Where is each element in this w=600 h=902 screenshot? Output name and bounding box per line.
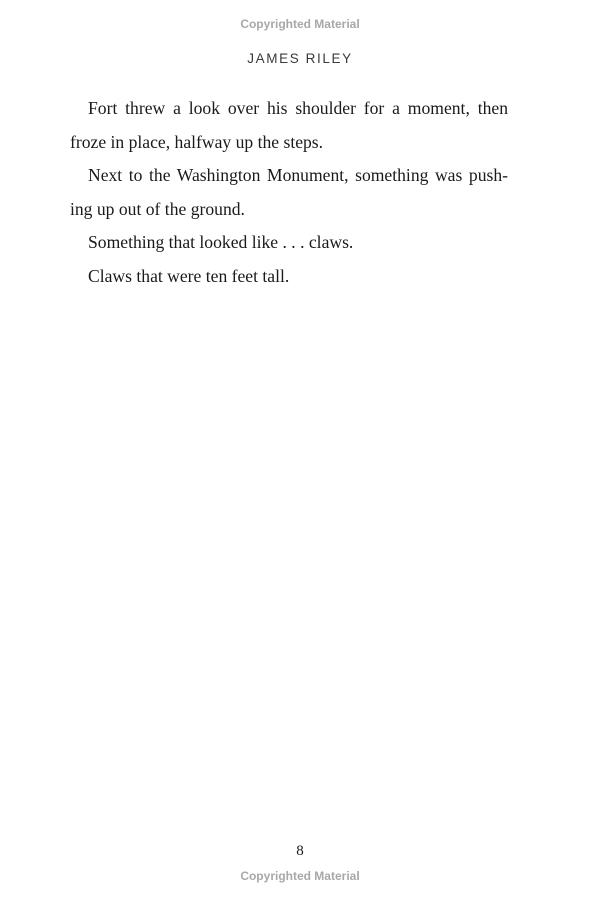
paragraph: Claws that were ten feet tall. [88, 265, 290, 286]
page-number: 8 [296, 843, 304, 859]
paragraph: Fort threw a look over his shoulder for a moment, then froze in place, halfway up the steps. [70, 98, 508, 152]
running-head-author: JAMES RILEY [247, 51, 353, 66]
copyright-watermark-bottom: Copyrighted Material [240, 869, 360, 883]
copyright-watermark-top: Copyrighted Material [240, 17, 360, 31]
body-text [70, 92, 508, 293]
paragraph: Something that looked like . . . claws. [88, 232, 354, 252]
paragraph: Next to the Washington Monument, something was push-ing up out of the ground. [70, 165, 508, 219]
